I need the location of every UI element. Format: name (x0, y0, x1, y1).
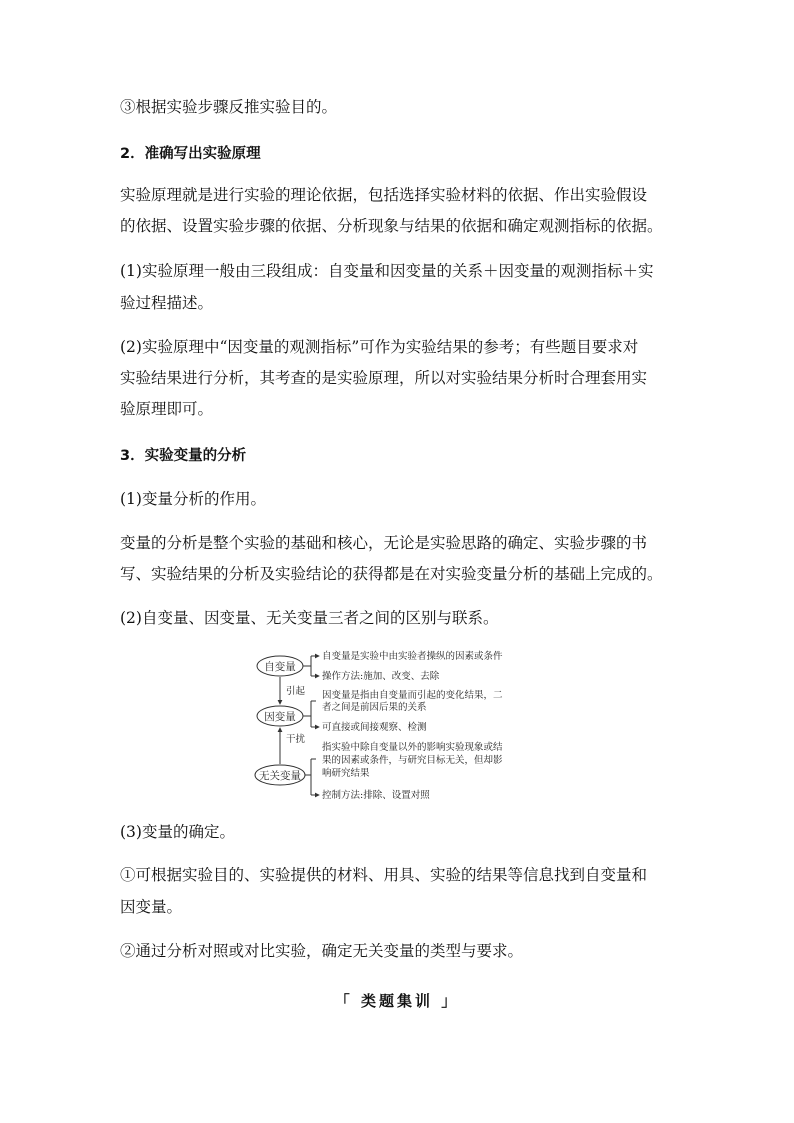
section-heading-2: 2．准确写出实验原理 (120, 146, 261, 162)
note-dependent-definition-2: 者之间是前因后果的关系 (322, 702, 427, 713)
edge-label-cause: 引起 (286, 686, 306, 697)
paragraph-line: ③根据实验步骤反推实验目的。 (120, 98, 338, 116)
bracket-dependent (303, 701, 316, 727)
paragraph-line: (2)自变量、因变量、无关变量三者之间的区别与联系。 (120, 609, 499, 627)
note-irrelevant-method: 控制方法:排除、设置对照 (322, 790, 430, 801)
paragraph-line: 因变量。 (120, 898, 183, 916)
paragraph-line: ②通过分析对照或对比实验，确定无关变量的类型与要求。 (120, 942, 524, 960)
note-irrelevant-definition-3: 响研究结果 (322, 768, 370, 779)
paragraph-line: 的依据、设置实验步骤的依据、分析现象与结果的依据和确定观测指标的依据。 (120, 217, 663, 235)
paragraph-line: (1)变量分析的作用。 (120, 490, 266, 508)
node-independent-label: 自变量 (264, 661, 296, 673)
variable-relationship-diagram (253, 649, 553, 804)
paragraph-line: (1)实验原理一般由三段组成：自变量和因变量的关系＋因变量的观测指标＋实 (120, 262, 654, 280)
section-heading-3: 3．实验变量的分析 (120, 448, 247, 464)
note-independent-definition: 自变量是实验中由实验者操纵的因素或条件 (322, 651, 503, 662)
exercise-section-title: 「 类题集训 」 (334, 992, 460, 1010)
node-irrelevant-label: 无关变量 (259, 770, 301, 782)
bracket-irrelevant (305, 759, 316, 795)
paragraph-line: 实验结果进行分析，其考查的是实验原理，所以对实验结果分析时合理套用实 (120, 369, 648, 387)
note-dependent-definition-1: 因变量是指由自变量而引起的变化结果，二 (322, 690, 503, 701)
paragraph-line: (2)实验原理中“因变量的观测指标”可作为实验结果的参考；有些题目要求对 (120, 338, 639, 356)
paragraph-line: 实验原理就是进行实验的理论依据，包括选择实验材料的依据、作出实验假设 (120, 186, 648, 204)
note-dependent-method: 可直接或间接观察、检测 (322, 722, 427, 733)
edge-label-interfere: 干扰 (286, 734, 306, 745)
paragraph-line: (3)变量的确定。 (120, 823, 235, 841)
paragraph-line: 写、实验结果的分析及实验结论的获得都是在对实验变量分析的基础上完成的。 (120, 565, 663, 583)
bracket-independent (303, 656, 316, 676)
paragraph-line: 验原理即可。 (120, 400, 214, 418)
node-irrelevant (255, 765, 305, 785)
paragraph-line: 验过程描述。 (120, 294, 214, 312)
note-independent-method: 操作方法:施加、改变、去除 (322, 671, 440, 682)
note-irrelevant-definition-1: 指实验中除自变量以外的影响实验现象或结 (322, 742, 503, 753)
paragraph-line: 变量的分析是整个实验的基础和核心，无论是实验思路的确定、实验步骤的书 (120, 534, 648, 552)
node-dependent (257, 706, 303, 726)
note-irrelevant-definition-2: 果的因素或条件，与研究目标无关，但却影 (322, 755, 503, 766)
node-dependent-label: 因变量 (264, 711, 296, 723)
paragraph-line: ①可根据实验目的、实验提供的材料、用具、实验的结果等信息找到自变量和 (120, 866, 648, 884)
node-independent (257, 656, 303, 676)
